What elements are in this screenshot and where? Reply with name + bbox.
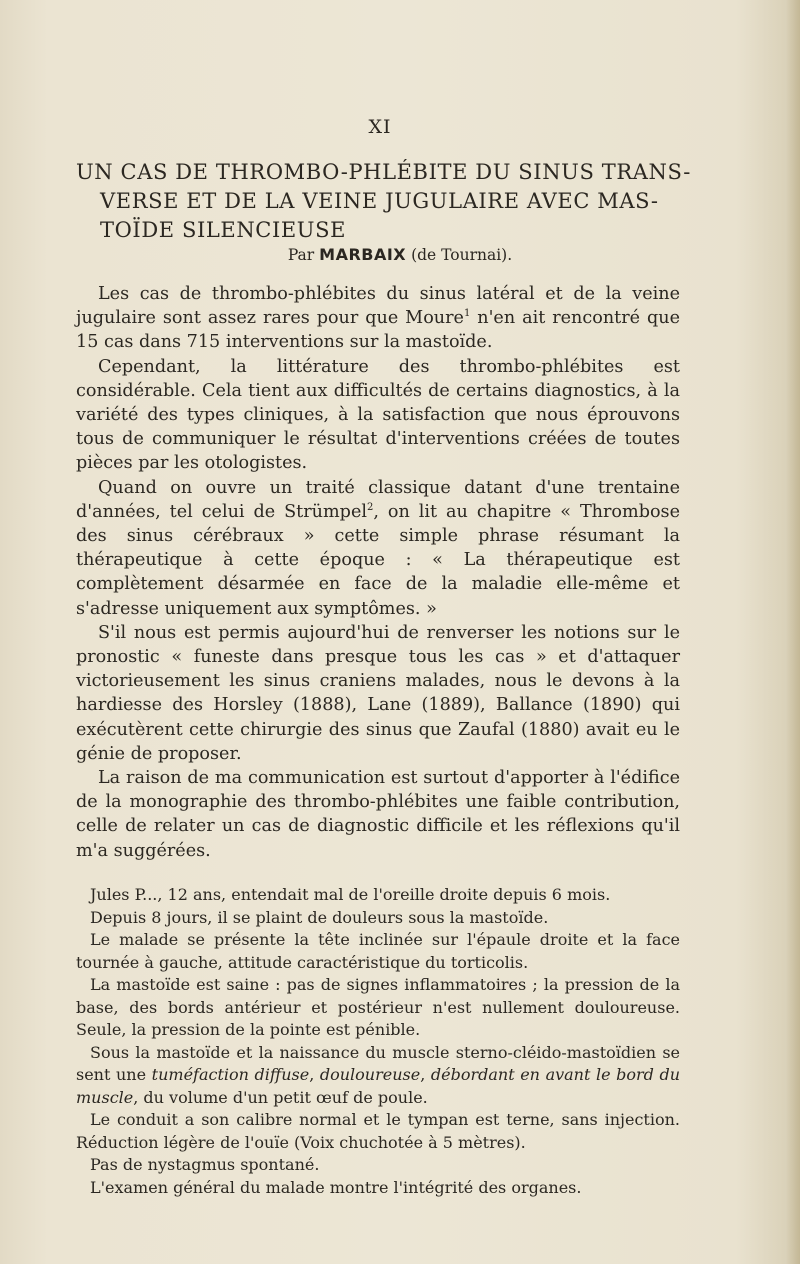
case-paragraph: Jules P..., 12 ans, entendait mal de l'oreille droite depuis 6 mois.	[90, 885, 611, 904]
case-text: Sous la mastoïde et la naissance du muscle sterno-cléido-mastoïdien se sent une	[76, 1042, 680, 1084]
case-italic-text: débordant en avant le bord du muscle	[76, 1065, 681, 1107]
case-italic-text: douloureuse	[319, 1065, 421, 1084]
title-line-2: VERSE ET DE LA VEINE JUGULAIRE AVEC MAS-	[100, 189, 659, 213]
case-text: ,	[420, 1065, 431, 1084]
case-report	[76, 884, 680, 1199]
case-italic-text: tuméfaction diffuse	[151, 1065, 310, 1084]
case-paragraph	[76, 1042, 680, 1110]
case-paragraph: Le malade se présente la tête inclinée sur l'épaule droite et la face tournée à gauche, attitude caractéristique du torticolis.	[76, 930, 680, 972]
paragraph	[76, 282, 680, 355]
case-paragraph: L'examen général du malade montre l'intégrité des organes.	[90, 1177, 582, 1197]
title-line-3: TOÏDE SILENCIEUSE	[100, 218, 346, 242]
paragraph-text: Les cas de thrombo-phlébites du sinus latéral et de la veine jugulaire sont assez rares pour que Moure	[76, 284, 680, 329]
paragraph-text: n'en ait rencontré que 15 cas dans 715 interventions sur la mastoïde.	[76, 308, 680, 353]
case-paragraph: Depuis 8 jours, il se plaint de douleurs sous la mastoïde.	[90, 907, 549, 927]
case-paragraph: Le conduit a son calibre normal et le tympan est terne, sans injection. Réduction légère de l'ouïe (Voix chuchotée à 5 mètres).	[76, 1110, 680, 1152]
footnote-ref: 1	[463, 308, 471, 320]
byline-suffix: (de Tournai).	[411, 246, 513, 264]
case-text: , du volume d'un petit œuf de poule.	[133, 1087, 428, 1107]
case-paragraph: La mastoïde est saine : pas de signes inflammatoires ; la pression de la base, des bords antérieur et postérieur n'est nullement douloureuse. Seule, la pression de la pointe est pénible.	[76, 975, 680, 1039]
page-edge-shadow	[786, 0, 800, 1264]
paragraph: La raison de ma communication est surtout d'apporter à l'édifice de la monographie des thrombo-phlébites une faible contribution, celle de relater un cas de diagnostic difficile et les réflexions qu'il m'a suggérées.	[76, 768, 680, 861]
paragraph-text: , on lit au chapitre « Thrombose des sinus cérébraux » cette simple phrase résumant la thérapeutique à cette époque : « La thérapeutique est complètement désarmée en face de la maladie elle-même et s'adresse uniquement aux symptômes. »	[76, 501, 680, 619]
case-text: ,	[309, 1065, 320, 1084]
paragraph	[76, 476, 680, 621]
byline	[0, 245, 800, 264]
author-name: MARBAIX	[319, 245, 407, 264]
case-paragraph: Pas de nystagmus spontané.	[90, 1155, 320, 1174]
article-title	[76, 158, 696, 245]
article-body	[76, 282, 680, 863]
paragraph: S'il nous est permis aujourd'hui de renverser les notions sur le pronostic « funeste dans presque tous les cas » et d'attaquer victorieusement les sinus craniens malades, nous le devons à la hardiesse des Horsley (1888), Lane (1889), Ballance (1890) qui exécutèrent cette chirurgie des sinus que Zaufal (1880) avait eu le génie de proposer.	[76, 622, 680, 764]
paragraph-text: Quand on ouvre un traité classique datant d'une trentaine d'années, tel celui de Strümpel	[76, 477, 680, 522]
footnote-ref: 2	[366, 501, 374, 513]
paragraph: Cependant, la littérature des thrombo-phlébites est considérable. Cela tient aux difficultés de certains diagnostics, à la variété des types cliniques, à la satisfaction que nous éprouvons tous de communiquer le résultat d'interventions créées de toutes pièces par les otologistes.	[76, 356, 680, 474]
title-line-1: UN CAS DE THROMBO-PHLÉBITE DU SINUS TRANS-	[76, 160, 691, 184]
chapter-number: XI	[368, 116, 392, 138]
byline-prefix: Par	[287, 246, 315, 264]
